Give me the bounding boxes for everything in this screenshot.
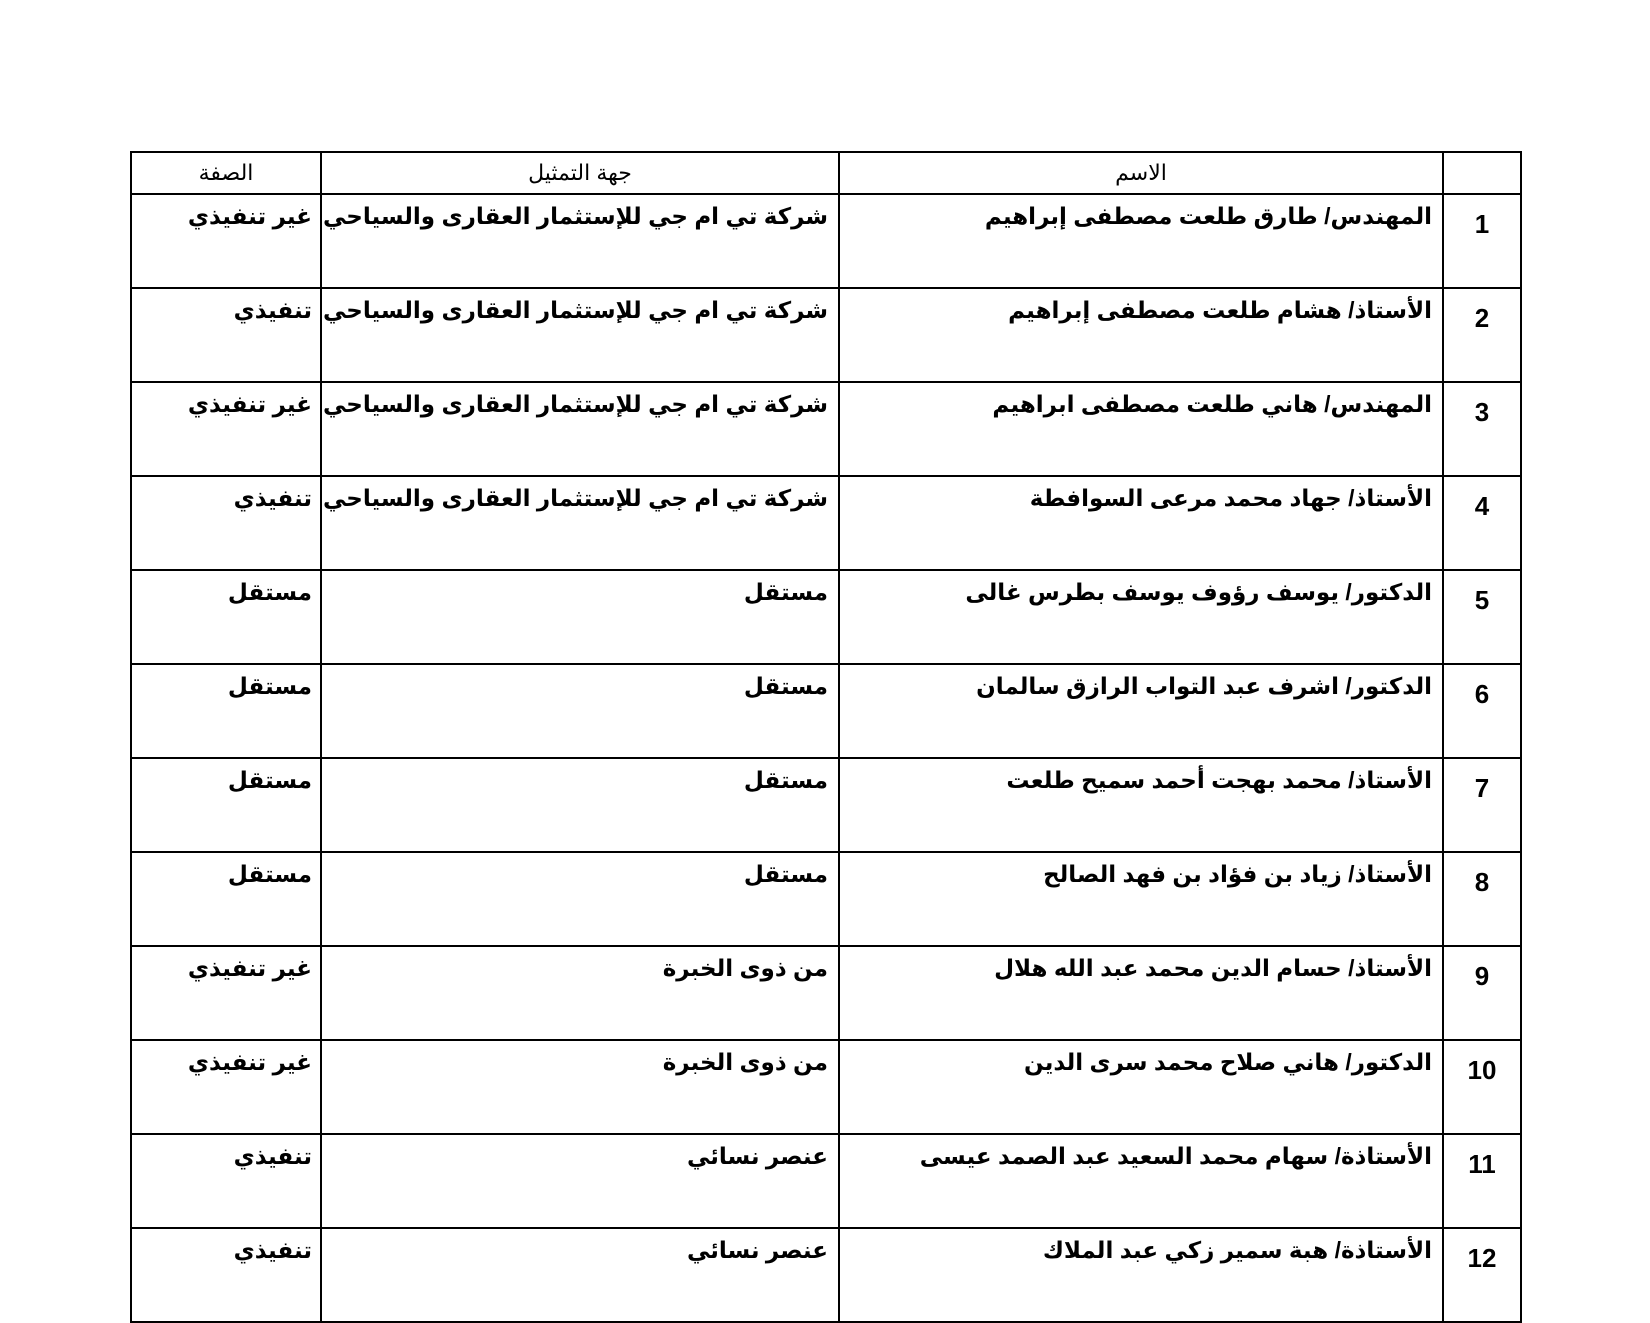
member-status: غير تنفيذي [131, 1040, 321, 1134]
row-number: 4 [1443, 476, 1521, 570]
member-status: مستقل [131, 758, 321, 852]
member-representation: شركة تي ام جي للإستثمار العقارى والسياحي [321, 476, 839, 570]
table-row [131, 852, 1521, 946]
header-representation: جهة التمثيل [321, 152, 839, 194]
row-number: 9 [1443, 946, 1521, 1040]
table-row [131, 1134, 1521, 1228]
member-name: الأستاذ/ زياد بن فؤاد بن فهد الصالح [839, 852, 1443, 946]
table-row [131, 194, 1521, 288]
table-row [131, 758, 1521, 852]
member-status: غير تنفيذي [131, 946, 321, 1040]
row-number: 12 [1443, 1228, 1521, 1322]
table-row [131, 476, 1521, 570]
table-row [131, 570, 1521, 664]
member-status: مستقل [131, 852, 321, 946]
member-name: المهندس/ طارق طلعت مصطفى إبراهيم [839, 194, 1443, 288]
board-members-table [130, 151, 1522, 1323]
member-representation: مستقل [321, 758, 839, 852]
table-row [131, 946, 1521, 1040]
row-number: 1 [1443, 194, 1521, 288]
member-representation: من ذوى الخبرة [321, 1040, 839, 1134]
table-header-row [131, 152, 1521, 194]
header-name: الاسم [839, 152, 1443, 194]
member-name: الدكتور/ هاني صلاح محمد سرى الدين [839, 1040, 1443, 1134]
row-number: 6 [1443, 664, 1521, 758]
header-status: الصفة [131, 152, 321, 194]
member-representation: عنصر نسائي [321, 1228, 839, 1322]
row-number: 5 [1443, 570, 1521, 664]
member-name: الدكتور/ يوسف رؤوف يوسف بطرس غالى [839, 570, 1443, 664]
row-number: 2 [1443, 288, 1521, 382]
row-number: 3 [1443, 382, 1521, 476]
member-representation: مستقل [321, 852, 839, 946]
member-status: تنفيذي [131, 1228, 321, 1322]
member-representation: مستقل [321, 570, 839, 664]
row-number: 7 [1443, 758, 1521, 852]
member-representation: مستقل [321, 664, 839, 758]
member-status: غير تنفيذي [131, 194, 321, 288]
member-name: المهندس/ هاني طلعت مصطفى ابراهيم [839, 382, 1443, 476]
member-name: الأستاذ/ جهاد محمد مرعى السوافطة [839, 476, 1443, 570]
table-row [131, 1040, 1521, 1134]
member-representation: شركة تي ام جي للإستثمار العقارى والسياحي [321, 194, 839, 288]
row-number: 11 [1443, 1134, 1521, 1228]
row-number: 10 [1443, 1040, 1521, 1134]
table-row [131, 664, 1521, 758]
member-representation: شركة تي ام جي للإستثمار العقارى والسياحي [321, 382, 839, 476]
member-name: الأستاذة/ سهام محمد السعيد عبد الصمد عيسى [839, 1134, 1443, 1228]
member-status: تنفيذي [131, 1134, 321, 1228]
table-row [131, 382, 1521, 476]
header-number [1443, 152, 1521, 194]
row-number: 8 [1443, 852, 1521, 946]
member-status: مستقل [131, 664, 321, 758]
member-representation: من ذوى الخبرة [321, 946, 839, 1040]
member-representation: شركة تي ام جي للإستثمار العقارى والسياحي [321, 288, 839, 382]
member-status: غير تنفيذي [131, 382, 321, 476]
member-name: الأستاذ/ هشام طلعت مصطفى إبراهيم [839, 288, 1443, 382]
member-status: تنفيذي [131, 476, 321, 570]
table-row [131, 1228, 1521, 1322]
table-row [131, 288, 1521, 382]
member-status: تنفيذي [131, 288, 321, 382]
member-status: مستقل [131, 570, 321, 664]
member-name: الأستاذ/ حسام الدين محمد عبد الله هلال [839, 946, 1443, 1040]
member-representation: عنصر نسائي [321, 1134, 839, 1228]
member-name: الأستاذة/ هبة سمير زكي عبد الملاك [839, 1228, 1443, 1322]
member-name: الدكتور/ اشرف عبد التواب الرازق سالمان [839, 664, 1443, 758]
member-name: الأستاذ/ محمد بهجت أحمد سميح طلعت [839, 758, 1443, 852]
